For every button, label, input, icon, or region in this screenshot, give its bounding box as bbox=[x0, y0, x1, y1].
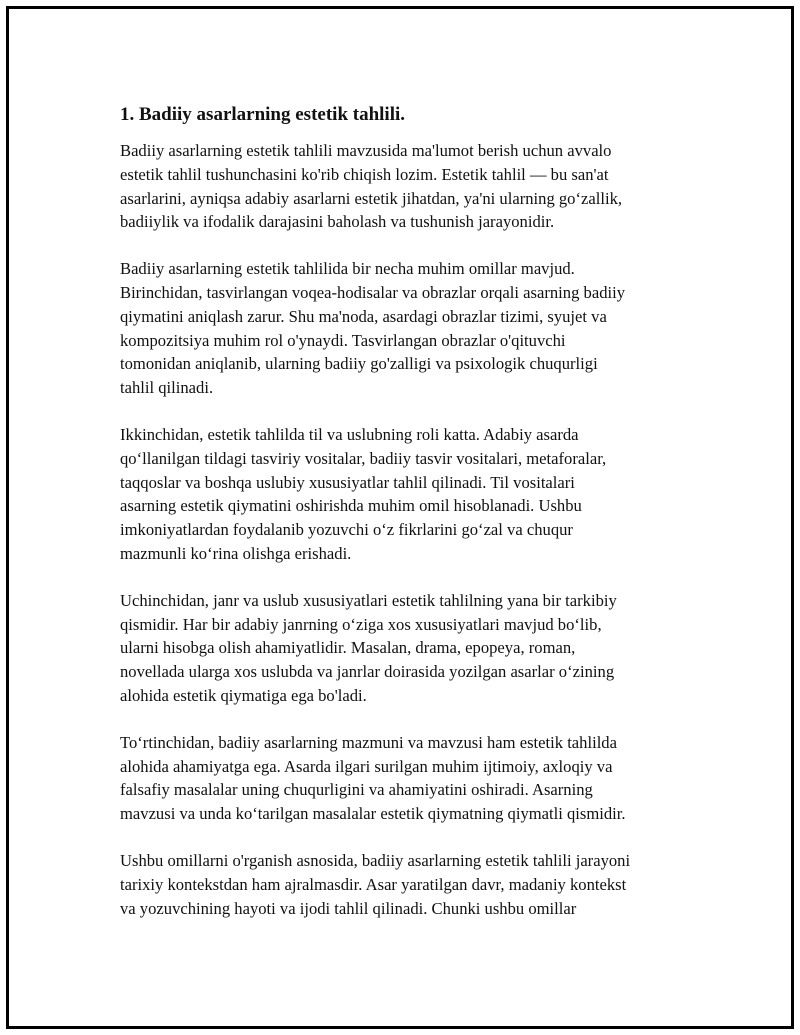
text-line: Birinchidan, tasvirlangan voqea-hodisalar va obrazlar orqali asarning badiiy bbox=[120, 282, 626, 302]
paragraph-fourth-factor bbox=[120, 731, 710, 826]
text-line: tarixiy kontekstdan ham ajralmasdir. Asar yaratilgan davr, madaniy kontekst bbox=[120, 874, 627, 894]
text-line: mazmunli ko‘rina olishga erishadi. bbox=[120, 543, 352, 563]
text-line: asarlarini, ayniqsa adabiy asarlarni estetik jihatdan, ya'ni ularning go‘zallik, bbox=[120, 188, 623, 208]
text-line: Badiiy asarlarning estetik tahlili mavzusida ma'lumot berish uchun avvalo bbox=[120, 141, 612, 160]
text-line: Ikkinchidan, estetik tahlilda til va uslubning roli katta. Adabiy asarda bbox=[120, 424, 579, 444]
paragraph-context bbox=[120, 849, 710, 920]
text-line: ularni hisobga olish ahamiyatlidir. Masalan, drama, epopeya, roman, bbox=[120, 638, 576, 658]
page-frame bbox=[6, 6, 794, 1029]
text-line: alohida ahamiyatga ega. Asarda ilgari surilgan muhim ijtimoiy, axloqiy va bbox=[120, 756, 613, 776]
text-line: qiymatini aniqlash zarur. Shu ma'noda, asardagi obrazlar tizimi, syujet va bbox=[120, 306, 607, 326]
text-line: imkoniyatlardan foydalanib yozuvchi o‘z fikrlarini go‘zal va chuqur bbox=[120, 520, 573, 540]
text-line: Uchinchidan, janr va uslub xususiyatlari estetik tahlilning yana bir tarkibiy bbox=[120, 590, 617, 610]
paragraph-intro bbox=[120, 139, 710, 234]
text-line: tomonidan aniqlanib, ularning badiiy go'zalligi va psixologik chuqurligi bbox=[120, 354, 598, 374]
paragraph-first-factor bbox=[120, 257, 710, 400]
paragraph-second-factor bbox=[120, 423, 710, 566]
text-line: estetik tahlil tushunchasini ko'rib chiqish lozim. Estetik tahlil — bu san'at bbox=[120, 164, 609, 184]
text-line: tahlil qilinadi. bbox=[120, 378, 214, 398]
section-heading: 1. Badiiy asarlarning estetik tahlili. bbox=[120, 104, 406, 125]
text-line: qo‘llanilgan tildagi tasviriy vositalar, badiiy tasvir vositalari, metaforalar, bbox=[120, 448, 607, 468]
text-line: falsafiy masalalar uning chuqurligini va ahamiyatini oshiradi. Asarning bbox=[120, 780, 593, 800]
text-line: To‘rtinchidan, badiiy asarlarning mazmuni va mavzusi ham estetik tahlilda bbox=[120, 732, 617, 752]
document-body bbox=[120, 103, 710, 943]
text-line: Badiiy asarlarning estetik tahlilida bir necha muhim omillar mavjud. bbox=[120, 259, 575, 279]
text-line: va yozuvchining hayoti va ijodi tahlil qilinadi. Chunki ushbu omillar bbox=[120, 898, 577, 918]
text-line: mavzusi va unda ko‘tarilgan masalalar estetik qiymatning qiymatli qismidir. bbox=[120, 804, 626, 824]
text-line: badiiylik va ifodalik darajasini baholash va tushunish jarayonidir. bbox=[120, 212, 555, 232]
text-line: novellada ularga xos uslubda va janrlar doirasida yozilgan asarlar o‘zining bbox=[120, 662, 615, 682]
text-line: kompozitsiya muhim rol o'ynaydi. Tasvirlangan obrazlar o'qituvchi bbox=[120, 330, 566, 350]
text-line: taqqoslar va boshqa uslubiy xususiyatlar tahlil qilinadi. Til vositalari bbox=[120, 472, 575, 492]
paragraph-third-factor bbox=[120, 589, 710, 708]
text-line: asarning estetik qiymatini oshirishda muhim omil hisoblanadi. Ushbu bbox=[120, 496, 582, 516]
text-line: qismidir. Har bir adabiy janrning o‘ziga xos xususiyatlari mavjud bo‘lib, bbox=[120, 614, 602, 634]
text-line: alohida estetik qiymatiga ega bo'ladi. bbox=[120, 685, 367, 705]
text-line: Ushbu omillarni o'rganish asnosida, badiiy asarlarning estetik tahlili jarayoni bbox=[120, 850, 631, 870]
